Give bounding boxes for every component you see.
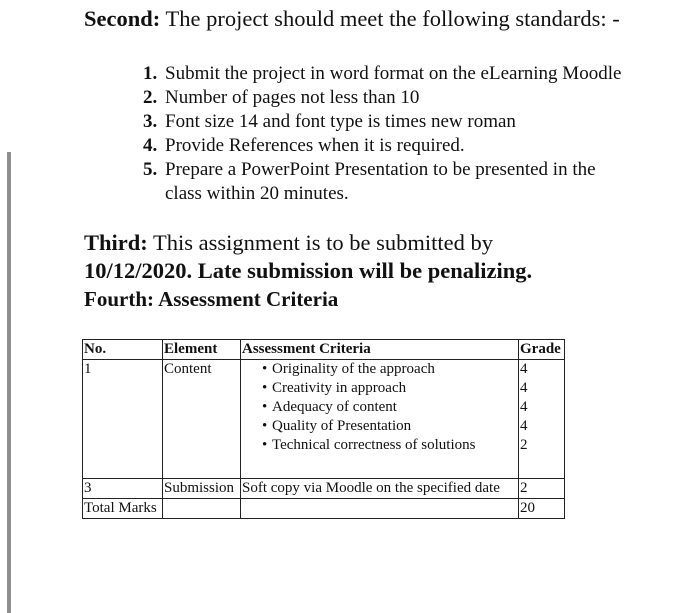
assessment-table [82, 339, 565, 519]
standard-text: Provide References when it is required. [165, 135, 465, 156]
standard-number: 3. [143, 111, 158, 132]
standard-item [143, 158, 623, 206]
row-grades [519, 360, 565, 479]
deadline-text: 10/12/2020. Late submission will be penalizing. [84, 258, 533, 283]
total-empty-cell [241, 499, 519, 519]
table-total-row [83, 499, 565, 519]
row-no: 1 [83, 360, 163, 479]
table-row [83, 360, 565, 479]
row-criteria [241, 360, 519, 479]
header-grade: Grade [519, 340, 565, 360]
header-element: Element [163, 340, 241, 360]
left-margin-bar [7, 152, 11, 613]
third-label: Third: [84, 230, 148, 255]
second-label: Second: [84, 6, 161, 31]
second-paragraph [84, 5, 644, 33]
third-paragraph [84, 229, 644, 285]
grade-value: 4 [520, 399, 528, 415]
table-header-row [83, 340, 565, 360]
standard-text: Prepare a PowerPoint Presentation to be presented in the class within 20 minutes. [165, 159, 596, 204]
fourth-heading: Fourth: Assessment Criteria [84, 287, 339, 311]
grade-value: 2 [520, 437, 528, 453]
header-no: No. [83, 340, 163, 360]
criteria-item: • Technical correctness of solutions [262, 436, 517, 455]
criteria-item: • Creativity in approach [262, 379, 517, 398]
standard-text: Submit the project in word format on the eLearning Moodle [165, 63, 622, 84]
criteria-item: • Quality of Presentation [262, 417, 517, 436]
criteria-item: • Originality of the approach [262, 360, 517, 379]
standard-item [143, 110, 623, 134]
row-element: Content [163, 360, 241, 479]
header-criteria: Assessment Criteria [241, 340, 519, 360]
standard-text: Number of pages not less than 10 [165, 87, 420, 108]
third-text: This assignment is to be submitted by [147, 230, 493, 255]
total-empty-cell [163, 499, 241, 519]
standard-text: Font size 14 and font type is times new roman [165, 111, 516, 132]
row-element: Submission [163, 479, 241, 499]
grade-value: 4 [520, 361, 528, 377]
total-grade: 20 [519, 499, 565, 519]
standard-item [143, 86, 623, 110]
criteria-list [242, 360, 517, 455]
standards-list [143, 62, 623, 206]
criteria-item: • Adequacy of content [262, 398, 517, 417]
row-criteria: Soft copy via Moodle on the specified date [241, 479, 519, 499]
standard-number: 5. [143, 159, 158, 180]
grade-value: 4 [520, 380, 528, 396]
standard-item [143, 62, 623, 86]
grade-value: 4 [520, 418, 528, 434]
total-label: Total Marks [83, 499, 163, 519]
standard-number: 2. [143, 87, 158, 108]
standard-number: 4. [143, 135, 158, 156]
second-text: The project should meet the following standards: - [160, 6, 620, 31]
standard-item [143, 134, 623, 158]
table-row [83, 479, 565, 499]
row-grade: 2 [519, 479, 565, 499]
row-no: 3 [83, 479, 163, 499]
standard-number: 1. [143, 63, 158, 84]
